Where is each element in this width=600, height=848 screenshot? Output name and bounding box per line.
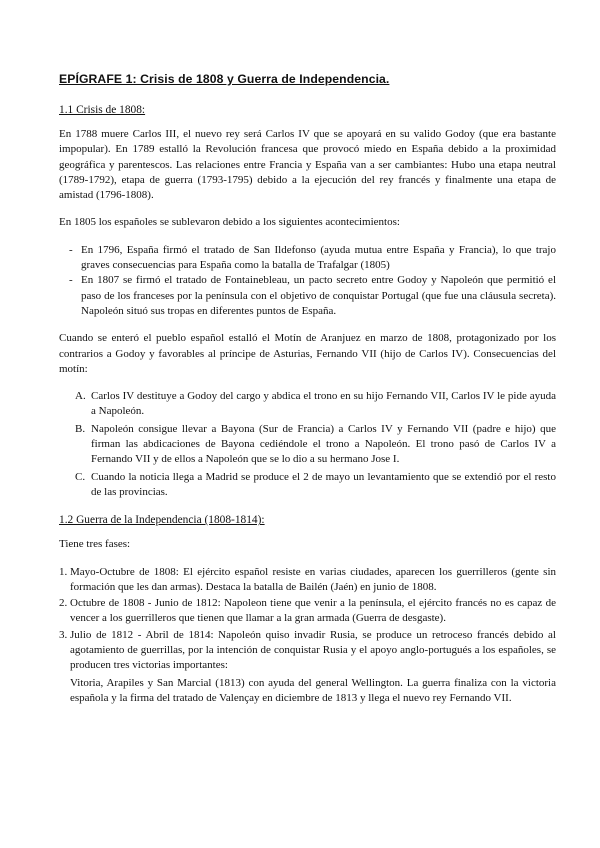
list-item: - En 1796, España firmó el tratado de San Ildefonso (ayuda mutua entre España y Francia), lo que trajo graves consecuencias para España como la batalla de Trafalgar (1805) [69, 243, 556, 272]
list-item-text: Cuando la noticia llega a Madrid se produce el 2 de mayo un levantamiento que se extendió por el resto de las provincias. [91, 470, 556, 498]
list-item-text: Mayo-Octubre de 1808: El ejército español resiste en varias ciudades, aparecen los guerrilleros (gente sin formación que les dan armas). Destaca la batalla de Bailén (Jaén) en junio de 1808. [70, 565, 556, 593]
list-item: A. Carlos IV destituye a Godoy del cargo y abdica el trono en su hijo Fernando VII, Carlos IV le pide ayuda a Napoleón. [75, 390, 556, 418]
list-item: 3. Julio de 1812 - Abril de 1814: Napoleón quiso invadir Rusia, se produce un retroceso francés debido al agotamiento de guerrillas, por la intención de conquistar Rusia y el apoyo anglo-portugués a los españoles, se producen tres victorias importantes: Vitoria, Arapiles y San Marcial (1813) con ayuda del general Wellington. La guerra finaliza con la victoria española y la firma del tratado de Valençay en diciembre de 1813 y llega el nuevo rey Fernando VII. [59, 628, 556, 706]
section-heading-crisis: 1.1 Crisis de 1808: [59, 104, 146, 116]
paragraph-phases-intro: Tiene tres fases: [59, 538, 131, 551]
list-item-text: En 1807 se firmó el tratado de Fontainebleau, un pacto secreto entre Godoy y Napoleón que permitió el paso de los franceses por la península con el objetivo de conquistar Portugal (que fue una cláusula secreta). Napoleón situó sus tropas en diferentes puntos de España. [81, 274, 556, 317]
page-title: EPÍGRAFE 1: Crisis de 1808 y Guerra de Independencia. [59, 72, 390, 86]
paragraph-intro: En 1788 muere Carlos III, el nuevo rey será Carlos IV que se apoyará en su valido Godoy (que era bastante impopular). En 1789 estalló la Revolución francesa que provocó miedo en España debido a la proximidad geográfica y parentescos. Las relaciones entre Francia y España van a ser cambiantes: Hubo una etapa neutral (1789-1792), etapa de guerra (1793-1795) debido a la ejecución del rey francés y finalmente una etapa de amistad (1796-1808). [59, 128, 556, 202]
list-item-text: Napoleón consigue llevar a Bayona (Sur de Francia) a Carlos IV y Fernando VII (padre e hijo) que firman las abdicaciones de Bayona cediéndole el trono a Napoleón. El trono pasó de Carlos IV a Fernando VII y de ellos a Napoleón que se lo dio a su hermano Jose I. [91, 422, 556, 466]
phases-list [59, 565, 556, 707]
list-item-text: Octubre de 1808 - Junio de 1812: Napoleon tiene que venir a la península, el ejército francés no es capaz de vencer a los guerrilleros que tienen que llamar a la gran armada (Guerra de desgaste). [70, 597, 556, 625]
list-item: C. Cuando la noticia llega a Madrid se produce el 2 de mayo un levantamiento que se extendió por el resto de las provincias. [75, 470, 556, 498]
paragraph-motin: Cuando se enteró el pueblo español estalló el Motín de Aranjuez en marzo de 1808, protagonizado por los contrarios a Godoy y favorables al príncipe de Asturias, Fernando VII (hijo de Carlos IV). Consecuencias del motín: [59, 332, 556, 375]
list-item-text: En 1796, España firmó el tratado de San Ildefonso (ayuda mutua entre España y Francia), lo que trajo graves consecuencias para España como la batalla de Trafalgar (1805) [81, 243, 556, 272]
paragraph-uprising: En 1805 los españoles se sublevaron debido a los siguientes acontecimientos: [59, 216, 400, 229]
list-item: 1. Mayo-Octubre de 1808: El ejército español resiste en varias ciudades, aparecen los guerrilleros (gente sin formación que les dan armas). Destaca la batalla de Bailén (Jaén) en junio de 1808. [59, 565, 556, 593]
list-item: 2. Octubre de 1808 - Junio de 1812: Napoleon tiene que venir a la península, el ejército francés no es capaz de vencer a los guerrilleros que tienen que llamar a la gran armada (Guerra de desgaste). [59, 597, 556, 625]
list-item: B. Napoleón consigue llevar a Bayona (Sur de Francia) a Carlos IV y Fernando VII (padre e hijo) que firman las abdicaciones de Bayona cediéndole el trono a Napoleón. El trono pasó de Carlos IV a Fernando VII y de ellos a Napoleón que se lo dio a su hermano Jose I. [75, 422, 556, 466]
list-item: - En 1807 se firmó el tratado de Fontainebleau, un pacto secreto entre Godoy y Napoleón que permitió el paso de los franceses por la península con el objetivo de conquistar Portugal (que fue una cláusula secreta). Napoleón situó sus tropas en diferentes puntos de España. [69, 274, 556, 317]
section-heading-war: 1.2 Guerra de la Independencia (1808-1814): [59, 514, 265, 527]
list-item-continuation: Vitoria, Arapiles y San Marcial (1813) con ayuda del general Wellington. La guerra finaliza con la victoria española y la firma del tratado de Valençay en diciembre de 1813 y llega el nuevo rey Fernando VII. [70, 676, 556, 704]
consequences-list [59, 389, 556, 500]
list-item-text: Carlos IV destituye a Godoy del cargo y abdica el trono en su hijo Fernando VII, Carlos IV le pide ayuda a Napoleón. [91, 390, 556, 418]
list-item-text: Julio de 1812 - Abril de 1814: Napoleón quiso invadir Rusia, se produce un retroceso francés debido al agotamiento de guerrillas, por la intención de conquistar Rusia y el apoyo anglo-portugués a los españoles, se producen tres victorias importantes: [70, 628, 556, 672]
treaty-list [59, 243, 556, 319]
